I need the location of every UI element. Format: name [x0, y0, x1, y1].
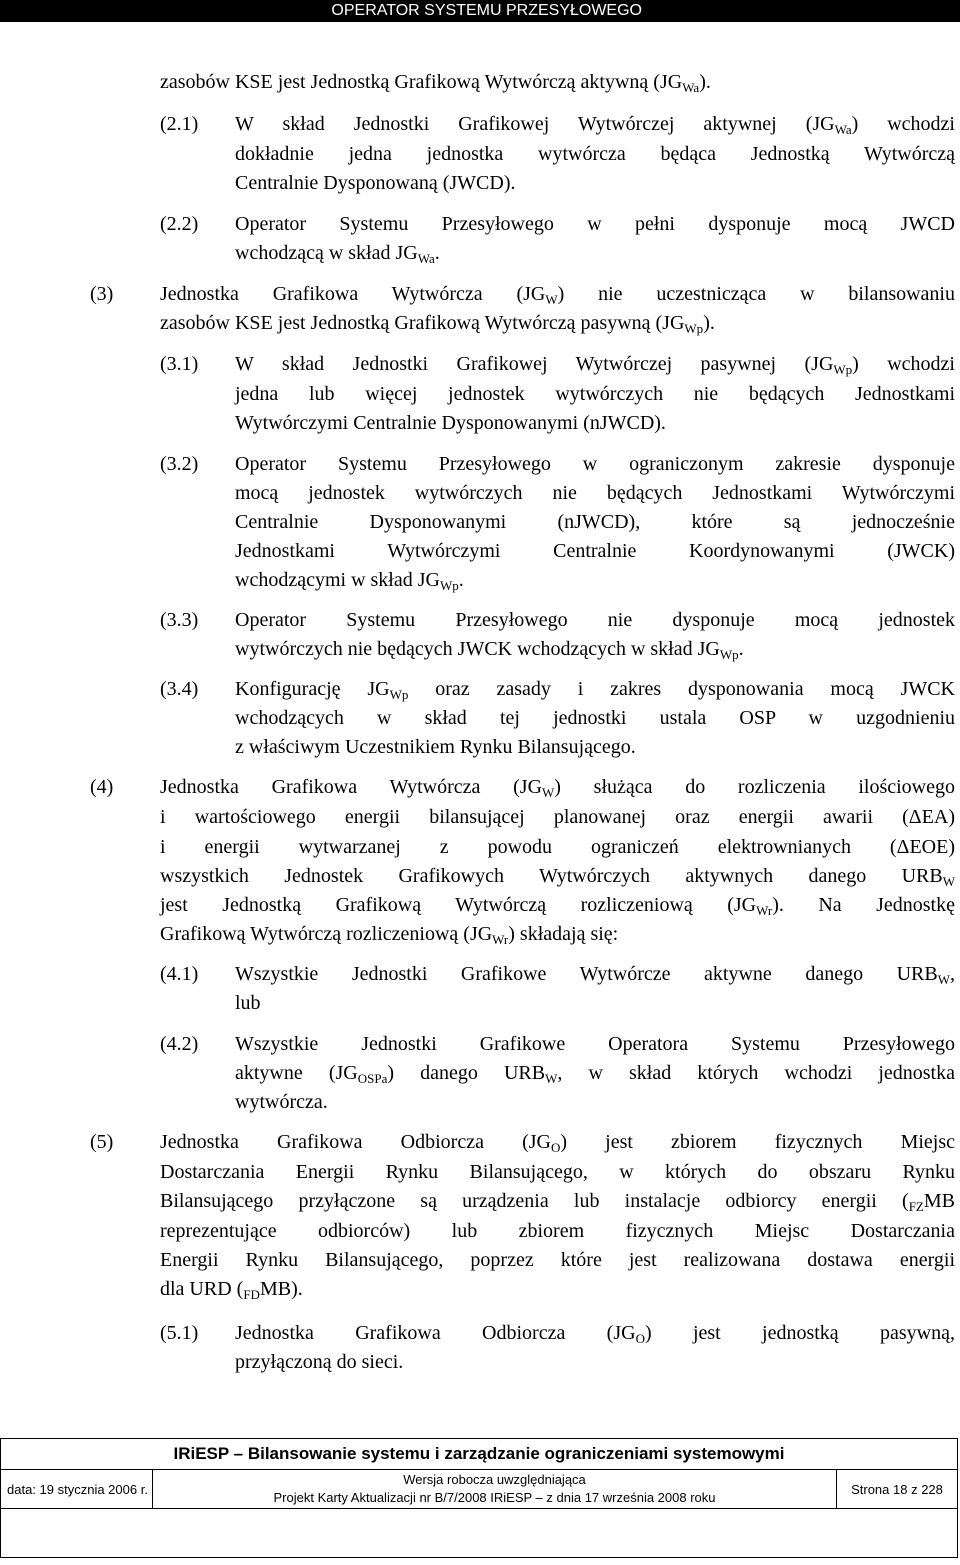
paragraph-line: wchodzącymi w skład $JG_{Wp}$. — [235, 569, 464, 593]
paragraph-line: i wartościowego energii bilansującej planowanej oraz energii awarii (ΔEA) — [160, 806, 955, 828]
paragraph-line: Konfigurację $JG_{Wp}$ oraz zasady i zakres dysponowania mocą JWCK — [235, 678, 956, 702]
paragraph-line: Bilansującego przyłączone są urządzenia lub instalacje odbiorcy energii ($_{FZ}MB$ — [160, 1190, 955, 1214]
item-number: (4.1) — [160, 963, 199, 985]
paragraph-line: Operator Systemu Przesyłowego w ograniczonym zakresie dysponuje — [235, 453, 955, 475]
paragraph-line: mocą jednostek wytwórczych nie będących Jednostkami Wytwórczymi — [235, 482, 955, 504]
item-number: (4) — [90, 776, 114, 798]
item-number: (3.3) — [160, 609, 199, 631]
paragraph-line: przyłączoną do sieci. — [235, 1351, 404, 1373]
page-header — [0, 0, 960, 22]
paragraph-line: zasobów KSE jest Jednostką Grafikową Wytwórczą pasywną $(JG_{Wp})$. — [160, 312, 715, 336]
paragraph-line: wytwórczych nie będących JWCK wchodzących w skład $JG_{Wp}$. — [235, 638, 744, 662]
paragraph-line: jest Jednostką Grafikową Wytwórczą rozliczeniową $(JG_{Wr})$. Na Jednostkę — [160, 894, 955, 918]
paragraph-line: Operator Systemu Przesyłowego w pełni dysponuje mocą JWCD — [235, 213, 955, 235]
paragraph-line: Jednostka Grafikowa Odbiorcza $(JG_O)$ jest zbiorem fizycznych Miejsc — [160, 1131, 955, 1155]
paragraph-line: Wszystkie Jednostki Grafikowe Operatora Systemu Przesyłowego — [235, 1033, 955, 1055]
paragraph-line: i energii wytwarzanej z powodu ograniczeń elektrownianych (ΔEOE) — [160, 836, 955, 858]
item-number: (3.1) — [160, 353, 199, 375]
paragraph-line: Energii Rynku Bilansującego, poprzez które jest realizowana dostawa energii — [160, 1249, 955, 1271]
paragraph-line: W skład Jednostki Grafikowej Wytwórczej aktywnej $(JG_{Wa})$ wchodzi — [235, 113, 955, 137]
paragraph-line: wchodzących w skład tej jednostki ustala OSP w uzgodnieniu — [235, 707, 955, 729]
item-number: (2.2) — [160, 213, 199, 235]
item-number: (3) — [90, 283, 114, 305]
paragraph-line: W skład Jednostki Grafikowej Wytwórczej pasywnej $(JG_{Wp})$ wchodzi — [235, 353, 955, 377]
paragraph-line: aktywne $(JG_{OSPa})$ danego $URB_W$, w skład których wchodzi jednostka — [235, 1062, 955, 1086]
paragraph-line: Jednostka Grafikowa Wytwórcza $(JG_W)$ służąca do rozliczenia ilościowego — [160, 776, 956, 800]
item-number: (5.1) — [160, 1322, 199, 1344]
paragraph-line: dokładnie jedna jednostka wytwórcza będąca Jednostką Wytwórczą — [235, 143, 955, 165]
paragraph-line: Wytwórczymi Centralnie Dysponowanymi (nJWCD). — [235, 412, 666, 434]
paragraph-line: Wszystkie Jednostki Grafikowe Wytwórcze aktywne danego $URB_W$, — [235, 963, 955, 987]
footer-draft: Wersja robocza uwzględniająca — [403, 1472, 586, 1487]
item-number: (3.4) — [160, 678, 199, 700]
footer-page-number: Strona 18 z 228 — [837, 1470, 958, 1509]
paragraph-line: Centralnie Dysponowaną (JWCD). — [235, 172, 516, 194]
paragraph-line: wytwórcza. — [235, 1091, 328, 1113]
paragraph-line: Grafikową Wytwórczą rozliczeniową $(JG_{Wr})$ składają się: — [160, 923, 619, 947]
item-number: (2.1) — [160, 113, 199, 135]
paragraph-line: Jednostka Grafikowa Odbiorcza $(JG_O)$ jest jednostką pasywną, — [235, 1322, 955, 1346]
paragraph-line: jedna lub więcej jednostek wytwórczych nie będących Jednostkami — [235, 383, 955, 405]
footer-title: IRiESP – Bilansowanie systemu i zarządzanie ograniczeniami systemowymi — [1, 1439, 958, 1470]
paragraph-line: wszystkich Jednostek Grafikowych Wytwórczych aktywnych danego $URB_W$ — [160, 865, 955, 889]
page-footer — [0, 1438, 960, 1565]
paragraph-line: Operator Systemu Przesyłowego nie dysponuje mocą jednostek — [235, 609, 955, 631]
footer-project: Projekt Karty Aktualizacji nr B/7/2008 IRiESP – z dnia 17 września 2008 roku — [273, 1490, 716, 1505]
paragraph-line: dla URD $(_{FD}MB)$. — [160, 1278, 303, 1302]
paragraph-line: lub — [235, 992, 261, 1014]
footer-blank-row — [1, 1509, 958, 1558]
paragraph-line: z właściwym Uczestnikiem Rynku Bilansującego. — [235, 736, 636, 758]
paragraph-line: zasobów KSE jest Jednostką Grafikową Wytwórczą aktywną $(JG_{Wa})$. — [160, 71, 711, 95]
paragraph-line: Jednostka Grafikowa Wytwórcza $(JG_W)$ nie uczestnicząca w bilansowaniu — [160, 283, 955, 307]
item-number: (3.2) — [160, 453, 199, 475]
paragraph-line: reprezentujące odbiorców) lub zbiorem fizycznych Miejsc Dostarczania — [160, 1220, 955, 1242]
header-title: OPERATOR SYSTEMU PRZESYŁOWEGO — [331, 2, 642, 19]
footer-table — [0, 1438, 958, 1558]
item-number: (4.2) — [160, 1033, 199, 1055]
paragraph-line: Jednostkami Wytwórczymi Centralnie Koordynowanymi (JWCK) — [235, 540, 955, 562]
footer-version — [153, 1470, 837, 1509]
footer-date: data: 19 stycznia 2006 r. — [1, 1470, 153, 1509]
paragraph-line: Centralnie Dysponowanymi (nJWCD), które są jednocześnie — [235, 511, 955, 533]
paragraph-line: Dostarczania Energii Rynku Bilansującego, w których do obszaru Rynku — [160, 1161, 955, 1183]
item-number: (5) — [90, 1131, 114, 1153]
paragraph-line: wchodzącą w skład $JG_{Wa}$. — [235, 242, 440, 266]
